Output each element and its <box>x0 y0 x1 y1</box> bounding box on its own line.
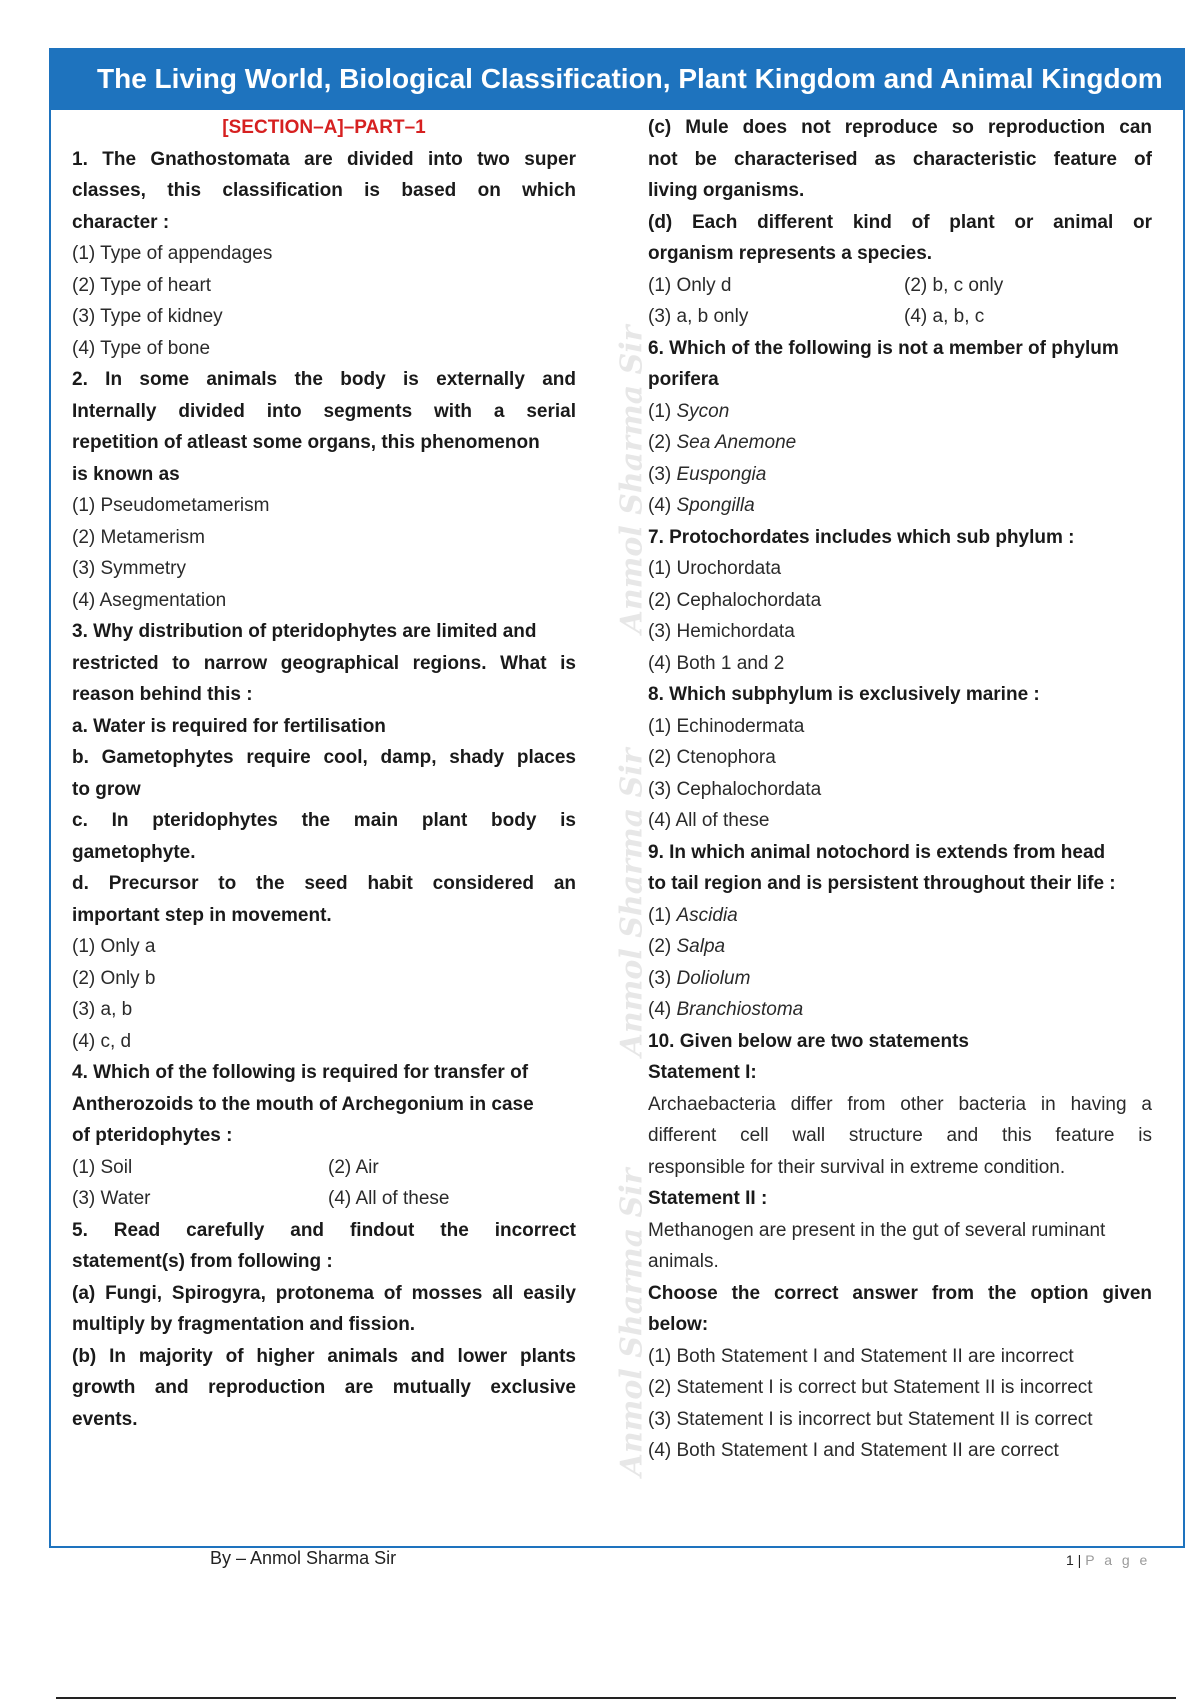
question-9 <box>648 837 1152 1026</box>
option: (4) a, b, c <box>904 306 985 327</box>
question-text: 5. Read carefully and findout the incorrect <box>72 1219 576 1241</box>
question-5-continued <box>648 112 1152 333</box>
statement: living organisms. <box>648 180 805 201</box>
question-text: classes, this classification is based on which <box>72 180 576 201</box>
question-10 <box>648 1026 1152 1467</box>
option-name: Euspongia <box>676 463 767 485</box>
statement: organism represents a species. <box>648 243 933 264</box>
option-row <box>72 1183 576 1215</box>
question-8 <box>648 679 1152 837</box>
question-text: porifera <box>648 369 719 390</box>
option: (2) b, c only <box>904 274 1004 296</box>
page-title: The Living World, Biological Classification, Plant Kingdom and Animal Kingdom <box>49 48 1185 110</box>
option: (3) Water <box>72 1188 151 1209</box>
option: (2) Only b <box>72 967 156 989</box>
statement: events. <box>72 1408 138 1430</box>
option: (1) Only a <box>72 936 156 957</box>
option: (3) Type of kidney <box>72 306 223 327</box>
option-name: Sycon <box>676 400 730 422</box>
option: (2) Salpa <box>648 936 726 957</box>
option: (1) Urochordata <box>648 558 782 579</box>
statement-label: Statement I: <box>648 1062 757 1083</box>
question-text: 9. In which animal notochord is extends from head <box>648 841 1106 863</box>
option: (4) All of these <box>328 1188 450 1209</box>
question-text: Choose the correct answer from the option given <box>648 1282 1152 1304</box>
option: (2) Type of heart <box>72 274 212 296</box>
statement-text: Methanogen are present in the gut of several ruminant <box>648 1219 1106 1241</box>
option: (1) Ascidia <box>648 904 738 926</box>
option: (4) Type of bone <box>72 337 211 359</box>
option: (3) a, b only <box>648 306 749 327</box>
section-heading: [SECTION–A]–PART–1 <box>222 117 426 138</box>
option: (4) All of these <box>648 810 770 831</box>
question-text: repetition of atleast some organs, this phenomenon <box>72 432 540 453</box>
question-text: to tail region and is persistent throughout their life : <box>648 873 1116 894</box>
watermark: Anmol Sharma Sir <box>614 748 650 1057</box>
option: (3) Hemichordata <box>648 621 795 642</box>
watermark: Anmol Sharma Sir <box>614 325 650 634</box>
option: (4) c, d <box>72 1030 132 1052</box>
statement: not be characterised as characteristic feature of <box>648 148 1152 170</box>
question-text: 6. Which of the following is not a member of phylum <box>648 337 1119 359</box>
statement: (d) Each different kind of plant or animal or <box>648 211 1152 233</box>
option: (3) Symmetry <box>72 558 186 579</box>
question-text: Antherozoids to the mouth of Archegonium in case <box>72 1093 534 1115</box>
statement-text: different cell wall structure and this feature is <box>648 1125 1152 1146</box>
statement: gametophyte. <box>72 841 196 863</box>
question-text: reason behind this : <box>72 684 253 705</box>
option-name: Salpa <box>676 936 726 957</box>
statement: growth and reproduction are mutually exclusive <box>72 1377 576 1398</box>
question-4 <box>72 1057 576 1215</box>
right-column <box>648 112 1152 1467</box>
statement: (b) In majority of higher animals and lower plants <box>72 1345 576 1367</box>
statement-text: animals. <box>648 1251 719 1272</box>
question-text: 10. Given below are two statements <box>648 1030 969 1052</box>
statement: important step in movement. <box>72 904 332 926</box>
watermark: Anmol Sharma Sir <box>614 1168 650 1477</box>
option: (1) Pseudometamerism <box>72 495 270 516</box>
question-3 <box>72 616 576 1057</box>
option: (2) Ctenophora <box>648 747 776 768</box>
question-text: character : <box>72 211 170 233</box>
statement: d. Precursor to the seed habit considered an <box>72 873 576 894</box>
option: (4) Branchiostoma <box>648 999 804 1020</box>
option: (2) Metamerism <box>72 526 206 548</box>
option-row <box>648 270 1152 302</box>
option-row <box>648 301 1152 333</box>
question-text: restricted to narrow geographical regions. What is <box>72 652 576 674</box>
option: (3) Cephalochordata <box>648 778 822 800</box>
option-name: Doliolum <box>676 967 751 989</box>
option-name: Sea Anemone <box>676 432 797 453</box>
option: (2) Cephalochordata <box>648 589 822 611</box>
option: (3) Statement I is incorrect but Statement II is correct <box>648 1408 1093 1430</box>
option: (1) Soil <box>72 1156 133 1178</box>
option-name: Spongilla <box>676 495 755 516</box>
option: (2) Air <box>328 1156 379 1178</box>
option: (1) Type of appendages <box>72 243 273 264</box>
question-text: Internally divided into segments with a serial <box>72 400 576 422</box>
left-column <box>72 112 576 1435</box>
question-1 <box>72 144 576 365</box>
question-text: 8. Which subphylum is exclusively marine : <box>648 684 1040 705</box>
question-text: 3. Why distribution of pteridophytes are limited and <box>72 621 537 642</box>
statement-text: Archaebacteria differ from other bacteria in having a <box>648 1093 1152 1115</box>
option: (2) Sea Anemone <box>648 432 797 453</box>
question-text: below: <box>648 1314 709 1335</box>
question-text: is known as <box>72 463 180 485</box>
option: (4) Asegmentation <box>72 589 227 611</box>
question-text: statement(s) from following : <box>72 1251 333 1272</box>
statement: multiply by fragmentation and fission. <box>72 1314 416 1335</box>
option: (1) Echinodermata <box>648 715 805 737</box>
statement: to grow <box>72 778 141 800</box>
statement: (c) Mule does not reproduce so reproduction can <box>648 117 1152 138</box>
option-name: Ascidia <box>676 904 738 926</box>
question-text: 2. In some animals the body is externally and <box>72 369 576 390</box>
statement-label: Statement II : <box>648 1188 768 1209</box>
footer-author: By – Anmol Sharma Sir <box>210 1548 397 1568</box>
question-5 <box>72 1215 576 1436</box>
question-text: of pteridophytes : <box>72 1125 233 1146</box>
option: (3) Doliolum <box>648 967 751 989</box>
option: (1) Only d <box>648 274 732 296</box>
statement-text: responsible for their survival in extreme condition. <box>648 1156 1066 1178</box>
question-6 <box>648 333 1152 522</box>
statement: b. Gametophytes require cool, damp, shady places <box>72 747 576 768</box>
bottom-divider <box>56 1697 1176 1699</box>
question-text: 4. Which of the following is required for transfer of <box>72 1062 529 1083</box>
question-7 <box>648 522 1152 680</box>
option: (3) Euspongia <box>648 463 767 485</box>
question-text: 7. Protochordates includes which sub phylum : <box>648 526 1075 548</box>
option: (2) Statement I is correct but Statement II is incorrect <box>648 1377 1093 1398</box>
option: (4) Both 1 and 2 <box>648 652 785 674</box>
question-2 <box>72 364 576 616</box>
statement: (a) Fungi, Spirogyra, protonema of mosses all easily <box>72 1282 576 1304</box>
question-text: 1. The Gnathostomata are divided into two super <box>72 148 576 170</box>
option: (4) Spongilla <box>648 495 755 516</box>
statement: a. Water is required for fertilisation <box>72 715 386 737</box>
page-number: 1 | P a g e <box>1066 1552 1151 1568</box>
option: (4) Both Statement I and Statement II are correct <box>648 1440 1059 1461</box>
option: (1) Both Statement I and Statement II are incorrect <box>648 1345 1074 1367</box>
option: (1) Sycon <box>648 400 730 422</box>
statement: c. In pteridophytes the main plant body is <box>72 810 576 831</box>
option: (3) a, b <box>72 999 133 1020</box>
option-row <box>72 1152 576 1184</box>
option-name: Branchiostoma <box>676 999 804 1020</box>
